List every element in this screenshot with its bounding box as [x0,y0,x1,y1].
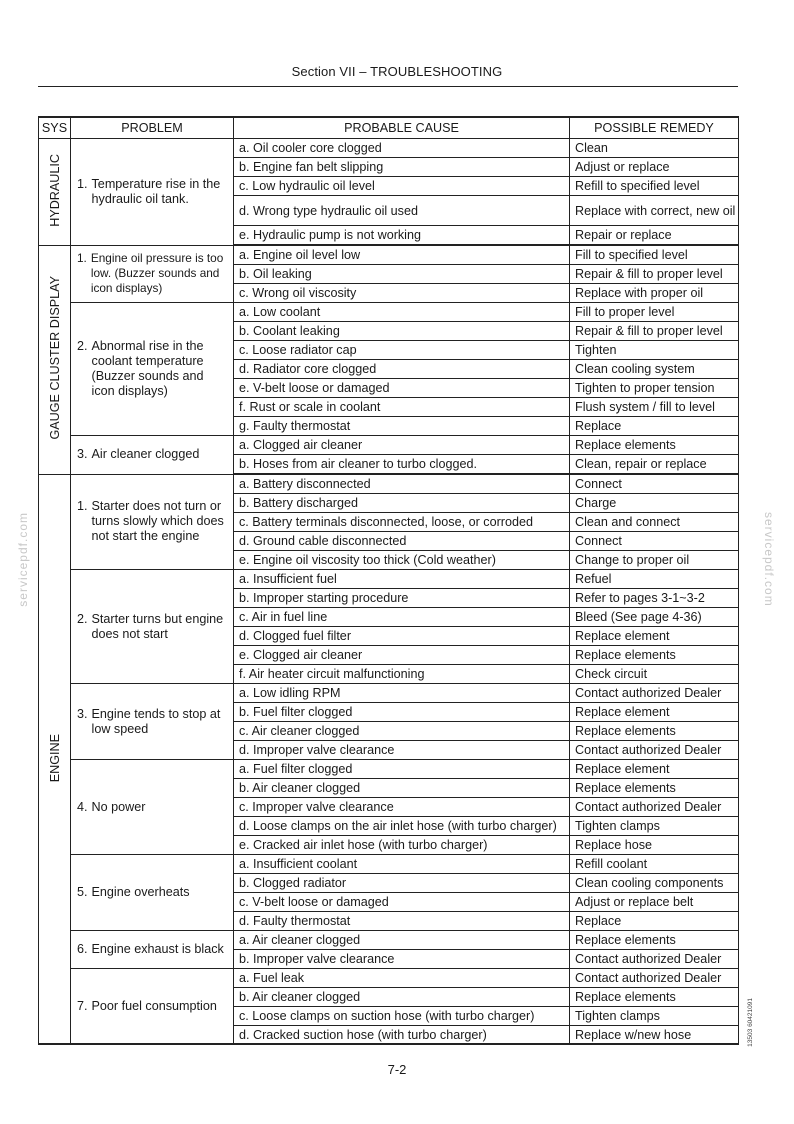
remedy-cell: Refuel [570,570,739,589]
problem-cell [71,760,234,855]
remedy-cell: Refill coolant [570,855,739,874]
remedy-cell: Connect [570,532,739,551]
cause-cell: c. Low hydraulic oil level [234,177,570,196]
problem-text: Engine tends to stop at low speed [91,706,221,736]
cause-cell: d. Cracked suction hose (with turbo charger) [234,1026,570,1045]
table-row [39,139,739,158]
cause-cell: c. V-belt loose or damaged [234,893,570,912]
cause-cell: c. Wrong oil viscosity [234,284,570,303]
remedy-cell: Contact authorized Dealer [570,684,739,703]
remedy-cell: Replace elements [570,988,739,1007]
remedy-cell: Tighten [570,341,739,360]
remedy-cell: Replace with proper oil [570,284,739,303]
cause-cell: c. Air in fuel line [234,608,570,627]
cause-cell: a. Insufficient fuel [234,570,570,589]
cause-cell: c. Loose radiator cap [234,341,570,360]
remedy-cell: Replace [570,417,739,436]
remedy-cell: Repair & fill to proper level [570,322,739,341]
remedy-cell: Tighten clamps [570,1007,739,1026]
column-header-cause: PROBABLE CAUSE [234,117,570,139]
remedy-cell: Refer to pages 3-1~3-2 [570,589,739,608]
remedy-cell: Contact authorized Dealer [570,950,739,969]
remedy-cell: Fill to proper level [570,303,739,322]
header-divider [38,86,738,87]
troubleshooting-table [38,116,739,1045]
cause-cell: b. Air cleaner clogged [234,779,570,798]
problem-text: Abnormal rise in the coolant temperature (Buzzer sounds and icon displays) [91,339,204,398]
remedy-cell: Replace [570,912,739,931]
system-label: GAUGE CLUSTER DISPLAY [47,276,62,440]
table-row [39,303,739,322]
problem-number: 1. [77,251,87,266]
remedy-cell: Clean, repair or replace [570,455,739,475]
remedy-cell: Tighten clamps [570,817,739,836]
remedy-cell: Replace elements [570,646,739,665]
remedy-cell: Charge [570,494,739,513]
table-row [39,436,739,455]
page-number: 7-2 [387,1062,407,1077]
cause-cell: a. Insufficient coolant [234,855,570,874]
cause-cell: a. Engine oil level low [234,245,570,265]
remedy-cell: Contact authorized Dealer [570,798,739,817]
cause-cell: d. Faulty thermostat [234,912,570,931]
remedy-cell: Refill to specified level [570,177,739,196]
cause-cell: b. Oil leaking [234,265,570,284]
table-row [39,684,739,703]
problem-cell [71,245,234,303]
problem-number: 1. [77,176,88,191]
cause-cell: c. Improper valve clearance [234,798,570,817]
table-row [39,760,739,779]
remedy-cell: Replace elements [570,779,739,798]
table-header-row [39,117,739,139]
remedy-cell: Bleed (See page 4-36) [570,608,739,627]
problem-cell [71,570,234,684]
problem-number: 2. [77,339,88,353]
cause-cell: e. V-belt loose or damaged [234,379,570,398]
cause-cell: f. Rust or scale in coolant [234,398,570,417]
cause-cell: c. Loose clamps on suction hose (with turbo charger) [234,1007,570,1026]
cause-cell: a. Low coolant [234,303,570,322]
problem-text: Air cleaner clogged [91,447,200,462]
cause-cell: d. Wrong type hydraulic oil used [234,196,570,226]
problem-cell [71,139,234,246]
watermark-left: servicepdf.com [16,512,30,607]
reference-code: 13503 60421091 [747,998,754,1047]
problem-number: 1. [77,499,88,514]
system-cell-gauge [39,245,71,474]
cause-cell: e. Cracked air inlet hose (with turbo charger) [234,836,570,855]
cause-cell: b. Improper valve clearance [234,950,570,969]
cause-cell: b. Clogged radiator [234,874,570,893]
remedy-cell: Contact authorized Dealer [570,969,739,988]
cause-cell: a. Low idling RPM [234,684,570,703]
cause-cell: g. Faulty thermostat [234,417,570,436]
table-row [39,931,739,950]
system-label: HYDRAULIC [47,153,62,227]
cause-cell: b. Hoses from air cleaner to turbo clogged. [234,455,570,475]
remedy-cell: Connect [570,474,739,494]
problem-cell [71,303,234,436]
cause-cell: e. Hydraulic pump is not working [234,226,570,246]
problem-text: Engine exhaust is black [91,942,224,956]
remedy-cell: Tighten to proper tension [570,379,739,398]
table-row [39,245,739,265]
problem-text: Starter does not turn or turns slowly which does not start the engine [91,499,224,544]
problem-number: 6. [77,942,88,956]
problem-text: Starter turns but engine does not start [91,611,224,641]
cause-cell: b. Coolant leaking [234,322,570,341]
column-header-problem: PROBLEM [71,117,234,139]
remedy-cell: Clean and connect [570,513,739,532]
problem-text: No power [91,799,146,814]
remedy-cell: Replace element [570,627,739,646]
remedy-cell: Clean [570,139,739,158]
problem-number: 4. [77,799,88,814]
cause-cell: b. Air cleaner clogged [234,988,570,1007]
cause-cell: b. Battery discharged [234,494,570,513]
problem-cell [71,855,234,931]
remedy-cell: Check circuit [570,665,739,684]
cause-cell: c. Air cleaner clogged [234,722,570,741]
cause-cell: d. Clogged fuel filter [234,627,570,646]
remedy-cell: Replace elements [570,931,739,950]
remedy-cell: Repair & fill to proper level [570,265,739,284]
table-body [39,139,739,1045]
problem-text: Poor fuel consumption [91,999,217,1013]
problem-cell [71,969,234,1045]
remedy-cell: Adjust or replace [570,158,739,177]
remedy-cell: Replace w/new hose [570,1026,739,1045]
column-header-remedy: POSSIBLE REMEDY [570,117,739,139]
problem-text: Engine overheats [91,885,190,899]
cause-cell: a. Clogged air cleaner [234,436,570,455]
cause-cell: b. Improper starting procedure [234,589,570,608]
table-row [39,474,739,494]
problem-number: 5. [77,885,88,899]
system-cell-engine [39,474,71,1045]
cause-cell: a. Battery disconnected [234,474,570,494]
system-cell-hydraulic [39,139,71,246]
column-header-sys: SYS [39,117,71,139]
cause-cell: e. Clogged air cleaner [234,646,570,665]
remedy-cell: Change to proper oil [570,551,739,570]
system-label: ENGINE [47,733,62,782]
watermark-right: servicepdf.com [762,512,776,607]
cause-cell: b. Fuel filter clogged [234,703,570,722]
remedy-cell: Fill to specified level [570,245,739,265]
remedy-cell: Clean cooling components [570,874,739,893]
remedy-cell: Replace element [570,760,739,779]
problem-cell [71,684,234,760]
cause-cell: c. Battery terminals disconnected, loose, or corroded [234,513,570,532]
cause-cell: e. Engine oil viscosity too thick (Cold weather) [234,551,570,570]
problem-text: Temperature rise in the hydraulic oil tank. [91,176,221,206]
table-row [39,855,739,874]
cause-cell: a. Air cleaner clogged [234,931,570,950]
cause-cell: a. Fuel leak [234,969,570,988]
remedy-cell: Repair or replace [570,226,739,246]
section-title: Section VII – TROUBLESHOOTING [291,64,503,79]
table-row [39,570,739,589]
remedy-cell: Replace elements [570,722,739,741]
remedy-cell: Replace elements [570,436,739,455]
cause-cell: b. Engine fan belt slipping [234,158,570,177]
cause-cell: a. Oil cooler core clogged [234,139,570,158]
remedy-cell: Clean cooling system [570,360,739,379]
cause-cell: d. Ground cable disconnected [234,532,570,551]
table-row [39,969,739,988]
remedy-cell: Adjust or replace belt [570,893,739,912]
problem-cell [71,436,234,475]
cause-cell: f. Air heater circuit malfunctioning [234,665,570,684]
remedy-cell: Replace with correct, new oil [570,196,739,226]
cause-cell: d. Loose clamps on the air inlet hose (with turbo charger) [234,817,570,836]
problem-number: 2. [77,611,88,626]
problem-text: Engine oil pressure is too low. (Buzzer sounds and icon displays) [90,251,224,296]
cause-cell: d. Improper valve clearance [234,741,570,760]
remedy-cell: Replace element [570,703,739,722]
remedy-cell: Contact authorized Dealer [570,741,739,760]
remedy-cell: Replace hose [570,836,739,855]
cause-cell: a. Fuel filter clogged [234,760,570,779]
remedy-cell: Flush system / fill to level [570,398,739,417]
problem-cell [71,474,234,570]
problem-number: 7. [77,999,88,1013]
problem-number: 3. [77,706,88,721]
problem-cell [71,931,234,969]
problem-number: 3. [77,447,88,462]
cause-cell: d. Radiator core clogged [234,360,570,379]
footer-divider [38,1043,738,1044]
